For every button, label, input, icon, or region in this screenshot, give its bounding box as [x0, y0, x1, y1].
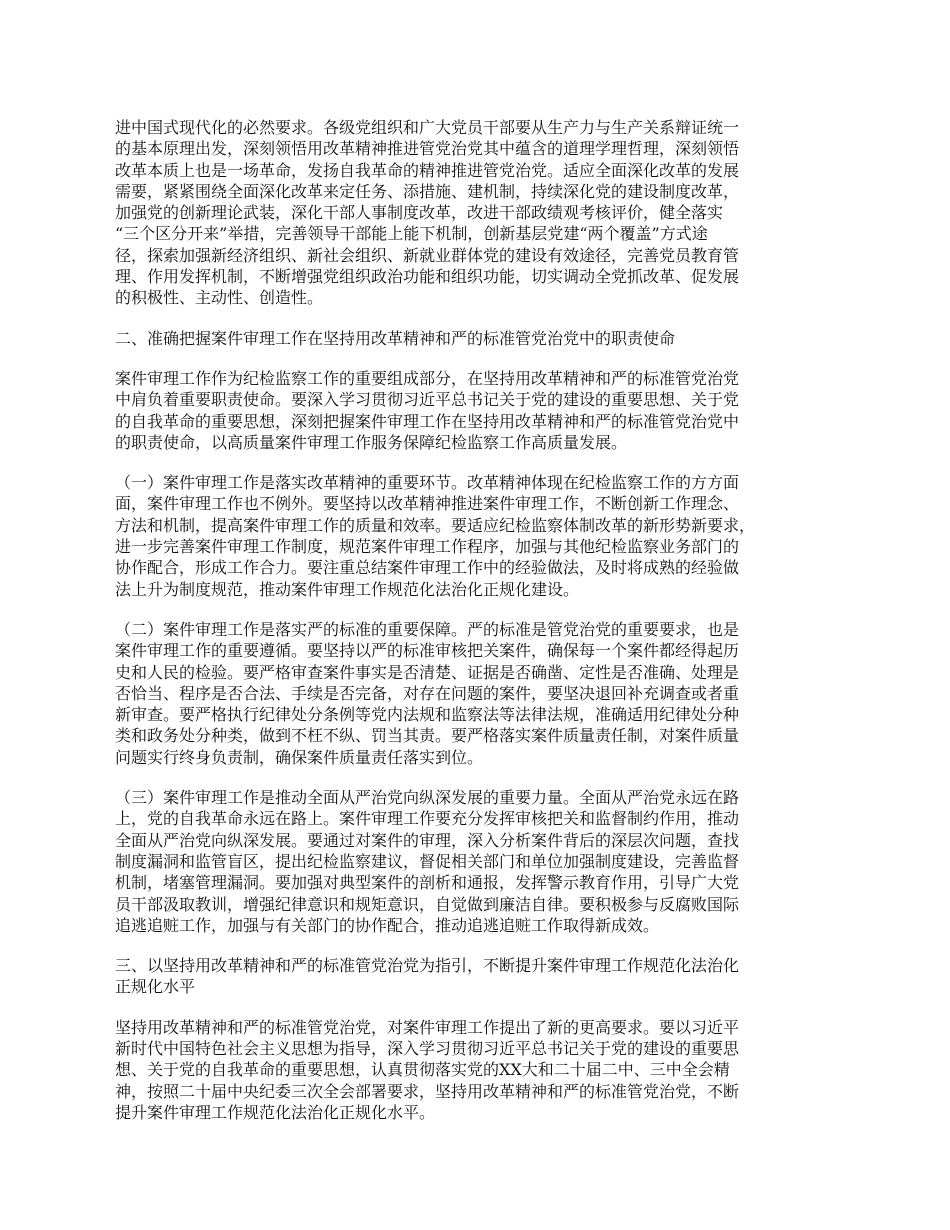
- text-line: 改革本质上也是一场革命，发扬自我革命的精神推进管党治党。适应全面深化改革的发展: [115, 160, 740, 180]
- text-line: 案件审理工作作为纪检监察工作的重要组成部分，在坚持用改革精神和严的标准管党治党: [115, 368, 740, 388]
- text-line: 面，案件审理工作也不例外。要坚持以改革精神推进案件审理工作，不断创新工作理念、: [115, 494, 740, 514]
- paragraph: [115, 619, 840, 768]
- text-line: 史和人民的检验。要严格审查案件事实是否清楚、证据是否确凿、定性是否准确、处理是: [115, 662, 740, 682]
- paragraph: [115, 787, 840, 936]
- text-line: 坚持用改革精神和严的标准管党治党，对案件审理工作提出了新的更高要求。要以习近平: [115, 1017, 740, 1037]
- text-line: 的职责使命，以高质量案件审理工作服务保障纪检监察工作高质量发展。: [115, 432, 628, 452]
- text-line: 上，党的自我革命永远在路上。案件审理工作要充分发挥审核把关和监督制约作用，推动: [115, 809, 740, 829]
- document-body: [115, 117, 840, 1142]
- section-heading: [115, 328, 840, 349]
- text-line: （二）案件审理工作是落实严的标准的重要保障。严的标准是管党治党的重要要求，也是: [115, 619, 740, 639]
- text-line: 中肩负着重要职责使命。要深入学习贯彻习近平总书记关于党的建设的重要思想、关于党: [115, 390, 740, 410]
- text-line: 理、作用发挥机制，不断增强党组织政治功能和组织功能，切实调动全党抓改革、促发展: [115, 267, 740, 287]
- text-line: “三个区分开来”举措，完善领导干部能上能下机制，创新基层党建“两个覆盖”方式途: [115, 224, 708, 244]
- text-line: 提升案件审理工作规范化法治化正规化水平。: [115, 1102, 436, 1122]
- text-line: 径，探索加强新经济组织、新社会组织、新就业群体党的建设有效途径，完善党员教育管: [115, 245, 740, 265]
- text-line: 追逃追赃工作，加强与有关部门的协作配合，推动追逃追赃工作取得新成效。: [115, 915, 660, 935]
- text-line: 案件审理工作的重要遵循。要坚持以严的标准审核把关案件，确保每一个案件都经得起历: [115, 641, 740, 661]
- text-line: 员干部汲取教训，增强纪律意识和规矩意识，自觉做到廉洁自律。要积极参与反腐败国际: [115, 894, 740, 914]
- text-line: 的基本原理出发，深刻领悟用改革精神推进管党治党其中蕴含的道理学理哲理，深刻领悟: [115, 139, 740, 159]
- text-line: 全面从严治党向纵深发展。要通过对案件的审理，深入分析案件背后的深层次问题，查找: [115, 830, 740, 850]
- text-line: 正规化水平: [115, 977, 196, 997]
- text-line: 的积极性、主动性、创造性。: [115, 288, 324, 308]
- text-line: 神，按照二十届中央纪委三次全会部署要求，坚持用改革精神和严的标准管党治党，不断: [115, 1081, 740, 1101]
- paragraph: [115, 117, 840, 309]
- text-line: 需要，紧紧围绕全面深化改革来定任务、添措施、建机制，持续深化党的建设制度改革，: [115, 181, 740, 201]
- text-line: 机制，堵塞管理漏洞。要加强对典型案件的剖析和通报，发挥警示教育作用，引导广大党: [115, 873, 740, 893]
- text-line: （三）案件审理工作是推动全面从严治党向纵深发展的重要力量。全面从严治党永远在路: [115, 788, 740, 808]
- text-line: 问题实行终身负责制，确保案件质量责任落实到位。: [115, 747, 484, 767]
- text-line: 新时代中国特色社会主义思想为指导，深入学习贯彻习近平总书记关于党的建设的重要思: [115, 1038, 740, 1058]
- text-line: 新审查。要严格执行纪律处分条例等党内法规和监察法等法律法规，准确适用纪律处分种: [115, 705, 740, 725]
- text-line: 三、以坚持用改革精神和严的标准管党治党为指引，不断提升案件审理工作规范化法治化: [115, 956, 740, 976]
- paragraph: [115, 1017, 840, 1123]
- text-line: 方法和机制，提高案件审理工作的质量和效率。要适应纪检监察体制改革的新形势新要求，: [115, 515, 756, 535]
- text-line: 类和政务处分种类，做到不枉不纵、罚当其责。要严格落实案件质量责任制，对案件质量: [115, 726, 740, 746]
- text-line: 协作配合，形成工作合力。要注重总结案件审理工作中的经验做法，及时将成熟的经验做: [115, 558, 740, 578]
- text-line: 制度漏洞和监管盲区，提出纪检监察建议，督促相关部门和单位加强制度建设，完善监督: [115, 851, 740, 871]
- text-line: 想、关于党的自我革命的重要思想，认真贯彻落实党的XX大和二十届二中、三中全会精: [115, 1060, 730, 1080]
- text-line: 进中国式现代化的必然要求。各级党组织和广大党员干部要从生产力与生产关系辩证统一: [115, 118, 740, 137]
- text-line: 二、准确把握案件审理工作在坚持用改革精神和严的标准管党治党中的职责使命: [115, 328, 676, 348]
- text-line: 否恰当、程序是否合法、手续是否完备，对存在问题的案件，要坚决退回补充调查或者重: [115, 683, 740, 703]
- text-line: 进一步完善案件审理工作制度，规范案件审理工作程序，加强与其他纪检监察业务部门的: [115, 537, 740, 557]
- text-line: 法上升为制度规范，推动案件审理工作规范化法治化正规化建设。: [115, 579, 580, 599]
- paragraph: [115, 368, 840, 453]
- text-line: 加强党的创新理论武装，深化干部人事制度改革，改进干部政绩观考核评价，健全落实: [115, 203, 724, 223]
- paragraph: [115, 472, 840, 600]
- text-line: （一）案件审理工作是落实改革精神的重要环节。改革精神体现在纪检监察工作的方方面: [115, 473, 740, 493]
- text-line: 的自我革命的重要思想，深刻把握案件审理工作在坚持用改革精神和严的标准管党治党中: [115, 411, 740, 431]
- section-heading: [115, 955, 840, 998]
